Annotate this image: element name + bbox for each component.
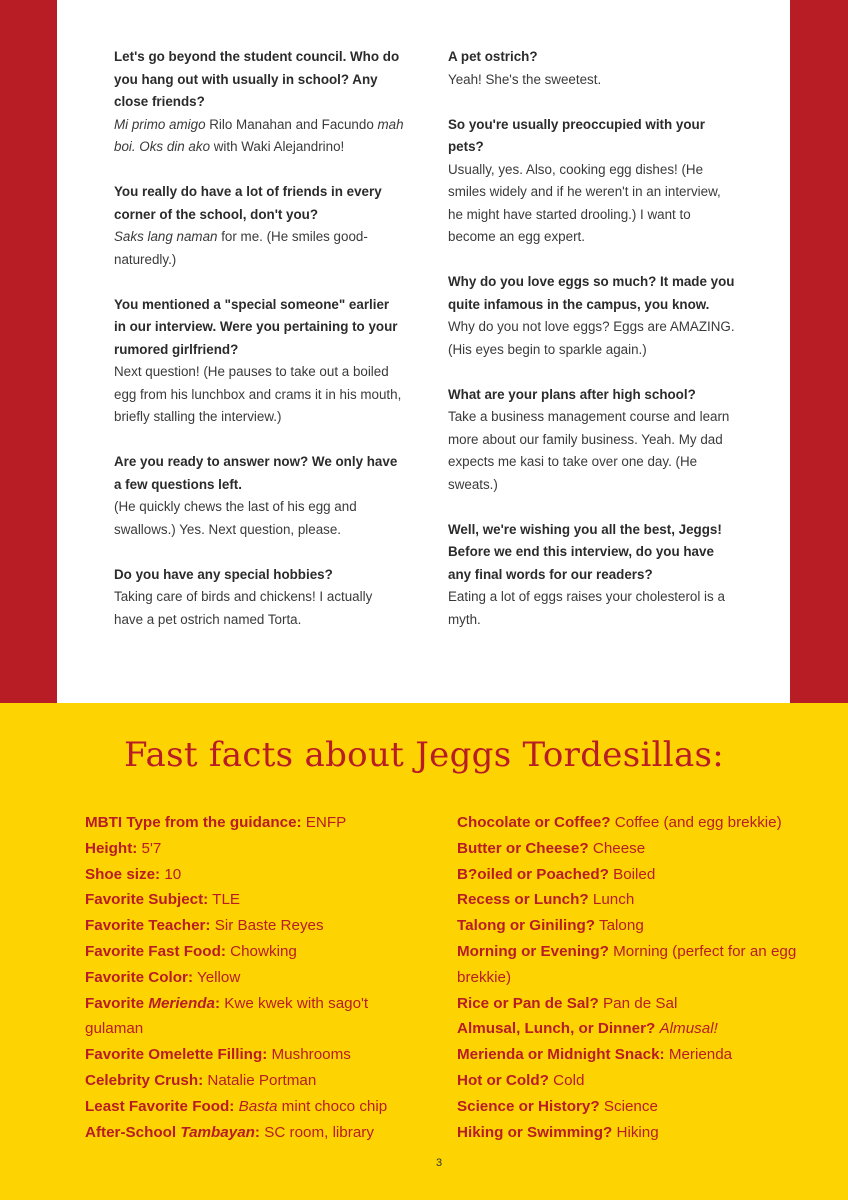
interview-answer: [114, 586, 404, 631]
answer-text: Yeah! She's the sweetest.: [448, 71, 602, 87]
fact-value: [589, 891, 635, 908]
answer-text: Take a business management course and learn more about our family business. Yeah. My dad expects me kasi to take over one day. (He sweats.): [448, 409, 730, 492]
fact-label-text: Tambayan: [180, 1123, 255, 1141]
fact-value: [665, 1046, 733, 1063]
fact-value: [203, 1072, 316, 1089]
fact-label-text: :: [254, 1123, 260, 1141]
fact-value: [595, 917, 644, 934]
interview-qa: [114, 46, 404, 159]
fact-label: [85, 814, 302, 831]
fact-label: [457, 814, 611, 831]
fact-value-text: Basta: [238, 1097, 278, 1115]
fact-value-text: Merienda: [664, 1046, 733, 1064]
fact-label-text: Favorite Color:: [85, 968, 194, 986]
interview-answer: [448, 316, 738, 361]
fact-value-text: Cheese: [588, 839, 646, 857]
fact-value: [549, 1072, 584, 1089]
fast-fact: [85, 887, 415, 913]
fast-fact: [457, 1042, 802, 1068]
interview-question: Why do you love eggs so much? It made you quite infamous in the campus, you know.: [448, 274, 735, 312]
fact-value: [611, 814, 782, 831]
fast-fact: [85, 991, 415, 1043]
fact-label: [457, 995, 599, 1012]
fact-value: [612, 1124, 658, 1141]
fact-label: [85, 866, 160, 883]
answer-text: Saks lang naman: [114, 229, 218, 244]
fact-label-text: Favorite Omelette Filling:: [85, 1046, 268, 1064]
fact-label: [85, 891, 208, 908]
fact-label-text: Hot or Cold?: [457, 1071, 549, 1089]
fact-label-text: Favorite: [85, 994, 149, 1012]
fact-value-text: Talong: [595, 917, 644, 935]
fact-value: [210, 917, 323, 934]
fact-label: [85, 1072, 203, 1089]
fact-label: [457, 840, 589, 857]
fact-label-text: B?oiled or Poached?: [457, 865, 609, 883]
fact-label-text: Merienda: [148, 994, 215, 1012]
fact-value: [260, 1124, 374, 1141]
interview-question: A pet ostrich?: [448, 49, 538, 64]
interview-qa: [448, 271, 738, 361]
interview-question: Well, we're wishing you all the best, Jeggs! Before we end this interview, do you have any final words for our readers?: [448, 521, 722, 582]
fast-fact: [85, 939, 415, 965]
fact-value: [655, 1020, 717, 1037]
fact-value: [589, 840, 646, 857]
answer-text: Mi primo amigo: [114, 116, 206, 132]
fast-fact: [85, 965, 415, 991]
fast-fact: [457, 1016, 802, 1042]
answer-text: (He quickly chews the last of his egg and swallows.) Yes. Next question, please.: [114, 499, 357, 537]
fast-facts-title: Fast facts about Jeggs Tordesillas:: [123, 735, 725, 775]
fact-value-text: Yellow: [193, 968, 241, 986]
interview-question: So you're usually preoccupied with your pets?: [448, 116, 705, 154]
fast-fact: [457, 913, 802, 939]
fact-label: [457, 866, 609, 883]
answer-text: Eating a lot of eggs raises your cholesterol is a myth.: [448, 589, 725, 627]
interview-question: You mentioned a "special someone" earlier in our interview. Were you pertaining to your rumored girlfriend?: [114, 296, 398, 357]
fact-value-text: Kwe kwek with sago't gulaman: [85, 994, 369, 1038]
interview-question: Let's go beyond the student council. Who do you hang out with usually in school? Any close friends?: [114, 49, 400, 109]
interview-column-left: [114, 46, 404, 654]
fact-value-text: 5'7: [137, 839, 162, 857]
fact-value-text: 10: [160, 865, 182, 883]
fact-label-text: Butter or Cheese?: [457, 839, 589, 857]
fast-fact: [457, 862, 802, 888]
fact-value-text: Coffee (and egg brekkie): [610, 814, 782, 831]
fact-label-text: Favorite Teacher:: [85, 917, 211, 935]
answer-text: for me. (He smiles good-naturedly.): [114, 229, 368, 267]
interview-answer: [448, 69, 738, 92]
fact-value: [226, 943, 297, 960]
fact-label: [85, 1046, 267, 1063]
fact-value: [193, 969, 240, 986]
fact-label: [85, 840, 137, 857]
fast-fact: [85, 913, 415, 939]
fact-value-text: Cold: [548, 1071, 585, 1089]
fact-label-text: Shoe size:: [85, 865, 161, 883]
fact-label-text: Favorite Subject:: [85, 891, 209, 909]
fact-label-text: Hiking or Swimming?: [457, 1123, 613, 1141]
fast-fact: [85, 836, 415, 862]
interview-qa: [114, 294, 404, 429]
fact-label-text: Rice or Pan de Sal?: [457, 994, 599, 1012]
fact-value: [160, 866, 181, 883]
fact-value-text: SC room, library: [259, 1123, 374, 1141]
fact-value-text: Sir Baste Reyes: [210, 917, 324, 935]
fact-value-text: Morning (perfect for an egg brekkie): [457, 942, 797, 986]
fact-label-text: Merienda or Midnight Snack:: [457, 1046, 665, 1064]
interview-question: Do you have any special hobbies?: [114, 566, 333, 582]
fact-value-text: TLE: [208, 891, 241, 909]
fact-value: [137, 840, 161, 857]
fact-label-text: :: [215, 994, 221, 1012]
answer-text: Usually, yes. Also, cooking egg dishes! (He smiles widely and if he weren't in an interview, he might have started drooling.) I want to become an egg expert.: [448, 161, 721, 244]
fact-label-text: Science or History?: [457, 1097, 600, 1115]
fact-value: [234, 1098, 387, 1115]
fast-fact: [85, 1042, 415, 1068]
fact-value-text: Almusal!: [659, 1020, 718, 1038]
fact-value: [302, 814, 347, 831]
fast-fact: [457, 939, 802, 991]
interview-qa: [448, 46, 738, 91]
interview-qa: [448, 114, 738, 249]
fact-label: [457, 1020, 655, 1037]
fact-value: [208, 891, 240, 908]
fast-fact: [457, 810, 802, 836]
fast-fact: [85, 862, 415, 888]
fact-value: [600, 1098, 658, 1115]
answer-text: Taking care of birds and chickens! I actually have a pet ostrich named Torta.: [114, 589, 373, 627]
fast-facts-column-right: [457, 810, 802, 1145]
interview-answer: [448, 586, 738, 631]
fact-label-text: Celebrity Crush:: [85, 1071, 204, 1089]
fact-label: [85, 943, 226, 960]
interview-answer: [114, 496, 404, 541]
fact-label-text: Recess or Lunch?: [457, 891, 589, 909]
fact-label-text: Almusal, Lunch, or Dinner?: [457, 1020, 656, 1038]
fact-label-text: Favorite Fast Food:: [85, 942, 226, 960]
fact-value: [599, 995, 678, 1012]
fact-value-text: Mushrooms: [267, 1046, 351, 1064]
interview-qa: [114, 564, 404, 632]
answer-text: Rilo Manahan and Facundo: [205, 116, 378, 132]
interview-qa: [448, 384, 738, 497]
answer-text: Next question! (He pauses to take out a boiled egg from his lunchbox and crams it in his mouth, briefly stalling the interview.): [114, 364, 402, 424]
interview-question: Are you ready to answer now? We only have a few questions left.: [114, 454, 398, 492]
fact-label: [85, 917, 210, 934]
fact-label: [457, 1072, 549, 1089]
fast-facts-column-left: [85, 810, 415, 1145]
fact-label: [457, 917, 595, 934]
fact-label: [85, 969, 193, 986]
fact-label-text: Least Favorite Food:: [85, 1097, 235, 1115]
page-number: 3: [435, 1157, 443, 1169]
fact-label: [457, 943, 609, 960]
fact-label-text: MBTI Type from the guidance:: [85, 814, 302, 831]
fact-value-text: Pan de Sal: [598, 994, 678, 1012]
interview-answer: [448, 159, 738, 249]
fast-fact: [85, 1120, 415, 1146]
fact-label-text: After-School: [85, 1123, 181, 1141]
fact-label: [457, 1124, 612, 1141]
interview-question: What are your plans after high school?: [448, 386, 696, 402]
interview-answer: [448, 406, 738, 496]
interview-answer: [114, 114, 404, 159]
fact-label: [457, 1046, 665, 1063]
fact-value-text: ENFP: [301, 814, 347, 831]
fast-fact: [457, 887, 802, 913]
fact-value-text: Science: [599, 1097, 658, 1115]
fast-fact: [457, 1120, 802, 1146]
fast-fact: [85, 1068, 415, 1094]
fast-fact: [457, 991, 802, 1017]
interview-answer: [114, 226, 404, 271]
fact-value-text: Chowking: [225, 942, 297, 960]
answer-text: with Waki Alejandrino!: [210, 139, 345, 154]
fact-value-text: Hiking: [612, 1123, 659, 1141]
interview-qa: [114, 181, 404, 271]
fact-value-text: Lunch: [588, 891, 635, 909]
fact-label: [85, 995, 220, 1012]
fast-fact: [85, 1094, 415, 1120]
fact-label: [457, 1098, 600, 1115]
fact-value: [609, 866, 655, 883]
fact-label: [85, 1098, 234, 1115]
answer-text: Why do you not love eggs? Eggs are AMAZING. (His eyes begin to sparkle again.): [448, 319, 735, 357]
fact-label-text: Height:: [85, 839, 138, 857]
fact-value-text: Boiled: [608, 865, 656, 883]
interview-question: You really do have a lot of friends in every corner of the school, don't you?: [114, 184, 382, 222]
fast-fact: [457, 836, 802, 862]
fact-label-text: Talong or Giniling?: [457, 917, 596, 935]
fast-fact: [457, 1068, 802, 1094]
interview-column-right: [448, 46, 738, 654]
interview-qa: [448, 519, 738, 632]
fact-label-text: Morning or Evening?: [457, 942, 609, 960]
fact-value-text: Natalie Portman: [203, 1071, 317, 1089]
fast-fact: [85, 810, 415, 836]
answer-text: mah boi. Oks din ako: [114, 116, 404, 154]
fact-value: [267, 1046, 351, 1063]
interview-qa: [114, 451, 404, 541]
interview-answer: [114, 361, 404, 429]
fact-label-text: Chocolate or Coffee?: [457, 814, 611, 831]
fact-value-text: mint choco chip: [277, 1097, 388, 1115]
fact-label: [457, 891, 589, 908]
fast-fact: [457, 1094, 802, 1120]
fact-label: [85, 1124, 260, 1141]
